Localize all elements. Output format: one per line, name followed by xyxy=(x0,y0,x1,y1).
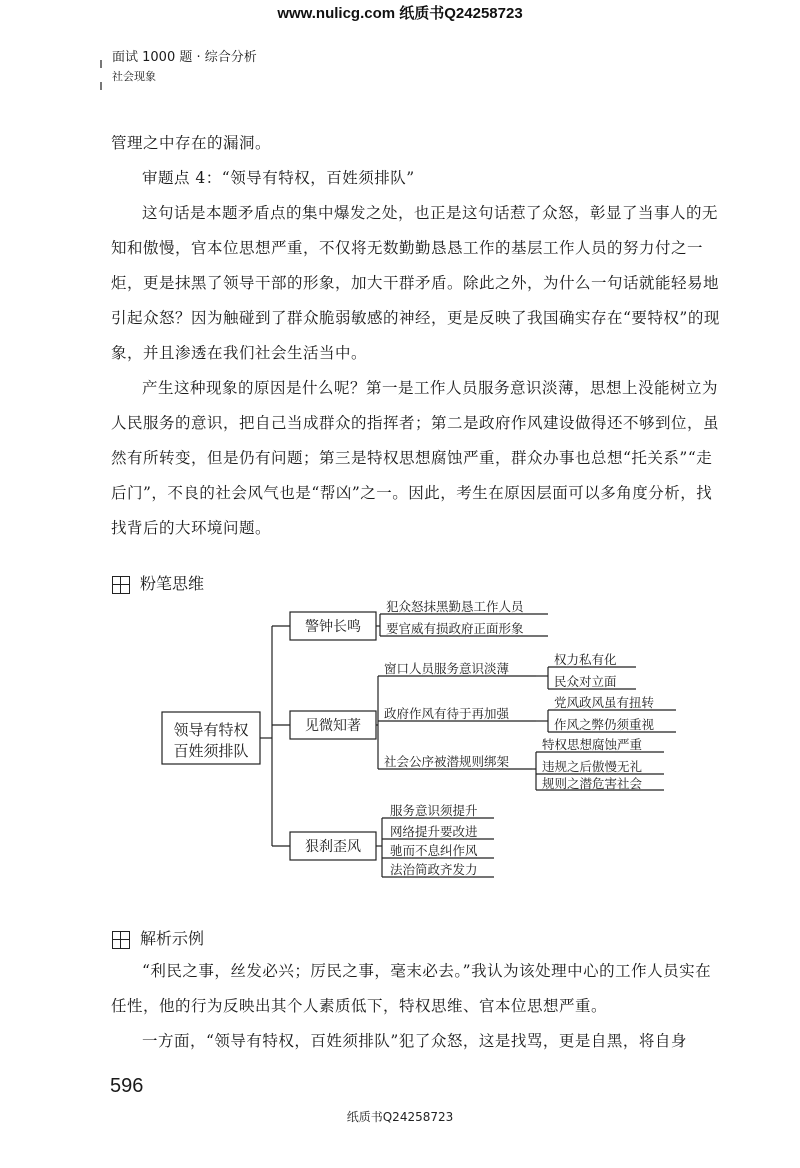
mindmap-sub: 社会公序被潜规则绑架 xyxy=(384,754,510,769)
mindmap-leaf: 驰而不息纠作风 xyxy=(390,843,478,858)
mindmap-branch-1: 警钟长鸣 xyxy=(305,619,361,635)
mindmap-leaf: 党风政风虽有扭转 xyxy=(554,695,655,710)
paragraph: 管理之中存在的漏洞。 xyxy=(111,134,272,152)
mindmap-leaf: 特权思想腐蚀严重 xyxy=(542,737,643,752)
mindmap-leaf: 权力私有化 xyxy=(554,652,617,667)
paragraph: “利民之事，丝发必兴；厉民之事，毫末必去。”我认为该处理中心的工作人员实在任性，他的行为反映出其个人素质低下，特权思维、官本位思想严重。 xyxy=(111,962,712,1015)
section-heading-analysis xyxy=(112,926,204,949)
mindmap-leaf: 民众对立面 xyxy=(554,674,617,689)
section-grid-icon xyxy=(112,931,130,949)
analysis-text xyxy=(111,954,721,1059)
paragraph: 一方面，“领导有特权，百姓须排队”犯了众怒，这是找骂，更是自黑，将自身 xyxy=(142,1032,687,1050)
mindmap-leaf: 作风之弊仍须重视 xyxy=(554,717,655,732)
mindmap-branch-2: 见微知著 xyxy=(305,718,361,734)
running-header-title: 面试 1000 题 · 综合分析 xyxy=(112,50,257,65)
watermark-top: www.nulicg.com 纸质书Q24258723 xyxy=(277,5,523,22)
mindmap-root-line1: 领导有特权 xyxy=(173,721,249,739)
paragraph: 这句话是本题矛盾点的集中爆发之处，也正是这句话惹了众怒，彰显了当事人的无知和傲慢，官本位思想严重，不仅将无数勤勤恳恳工作的基层工作人员的努力付之一炬，更是抹黑了领导干部的形象，加大干群矛盾。除此之外，为什么一句话就能轻易地引起众怒？因为触碰到了群众脆弱敏感的神经，更是反映了我国确实存在“要特权”的现象，并且渗透在我们社会生活当中。 xyxy=(111,204,720,362)
mindmap-leaf: 网络提升要改进 xyxy=(390,824,478,839)
mindmap-leaf: 法治简政齐发力 xyxy=(390,862,478,877)
mindmap-leaf: 服务意识须提升 xyxy=(390,803,478,818)
mindmap-sub: 窗口人员服务意识淡薄 xyxy=(384,661,510,676)
running-header-subtitle: 社会现象 xyxy=(112,70,156,83)
section-title: 粉笔思维 xyxy=(140,574,205,593)
mindmap-branch-3: 狠刹歪风 xyxy=(305,839,361,855)
mindmap-root-line2: 百姓须排队 xyxy=(173,742,249,760)
page-number: 596 xyxy=(110,1075,144,1097)
watermark-bottom: 纸质书Q24258723 xyxy=(346,1110,454,1124)
mindmap-leaf: 要官威有损政府正面形象 xyxy=(386,621,524,636)
mindmap-leaf: 犯众怒抹黑勤恳工作人员 xyxy=(386,599,524,614)
subheading: 审题点 4：“领导有特权，百姓须排队” xyxy=(142,169,415,187)
mindmap-leaf: 规则之潜危害社会 xyxy=(542,776,643,791)
paragraph: 产生这种现象的原因是什么呢？第一是工作人员服务意识淡薄，思想上没能树立为人民服务的意识，把自己当成群众的指挥者；第二是政府作风建设做得还不够到位，虽然有所转变，但是仍有问题；第三是特权思想腐蚀严重，群众办事也总想“托关系”“走后门”，不良的社会风气也是“帮凶”之一。因此，考生在原因层面可以多角度分析，找找背后的大环境问题。 xyxy=(111,379,720,537)
mindmap-sub: 政府作风有待于再加强 xyxy=(384,706,510,721)
mindmap-leaf: 违规之后傲慢无礼 xyxy=(542,759,643,774)
section-title: 解析示例 xyxy=(140,929,205,948)
